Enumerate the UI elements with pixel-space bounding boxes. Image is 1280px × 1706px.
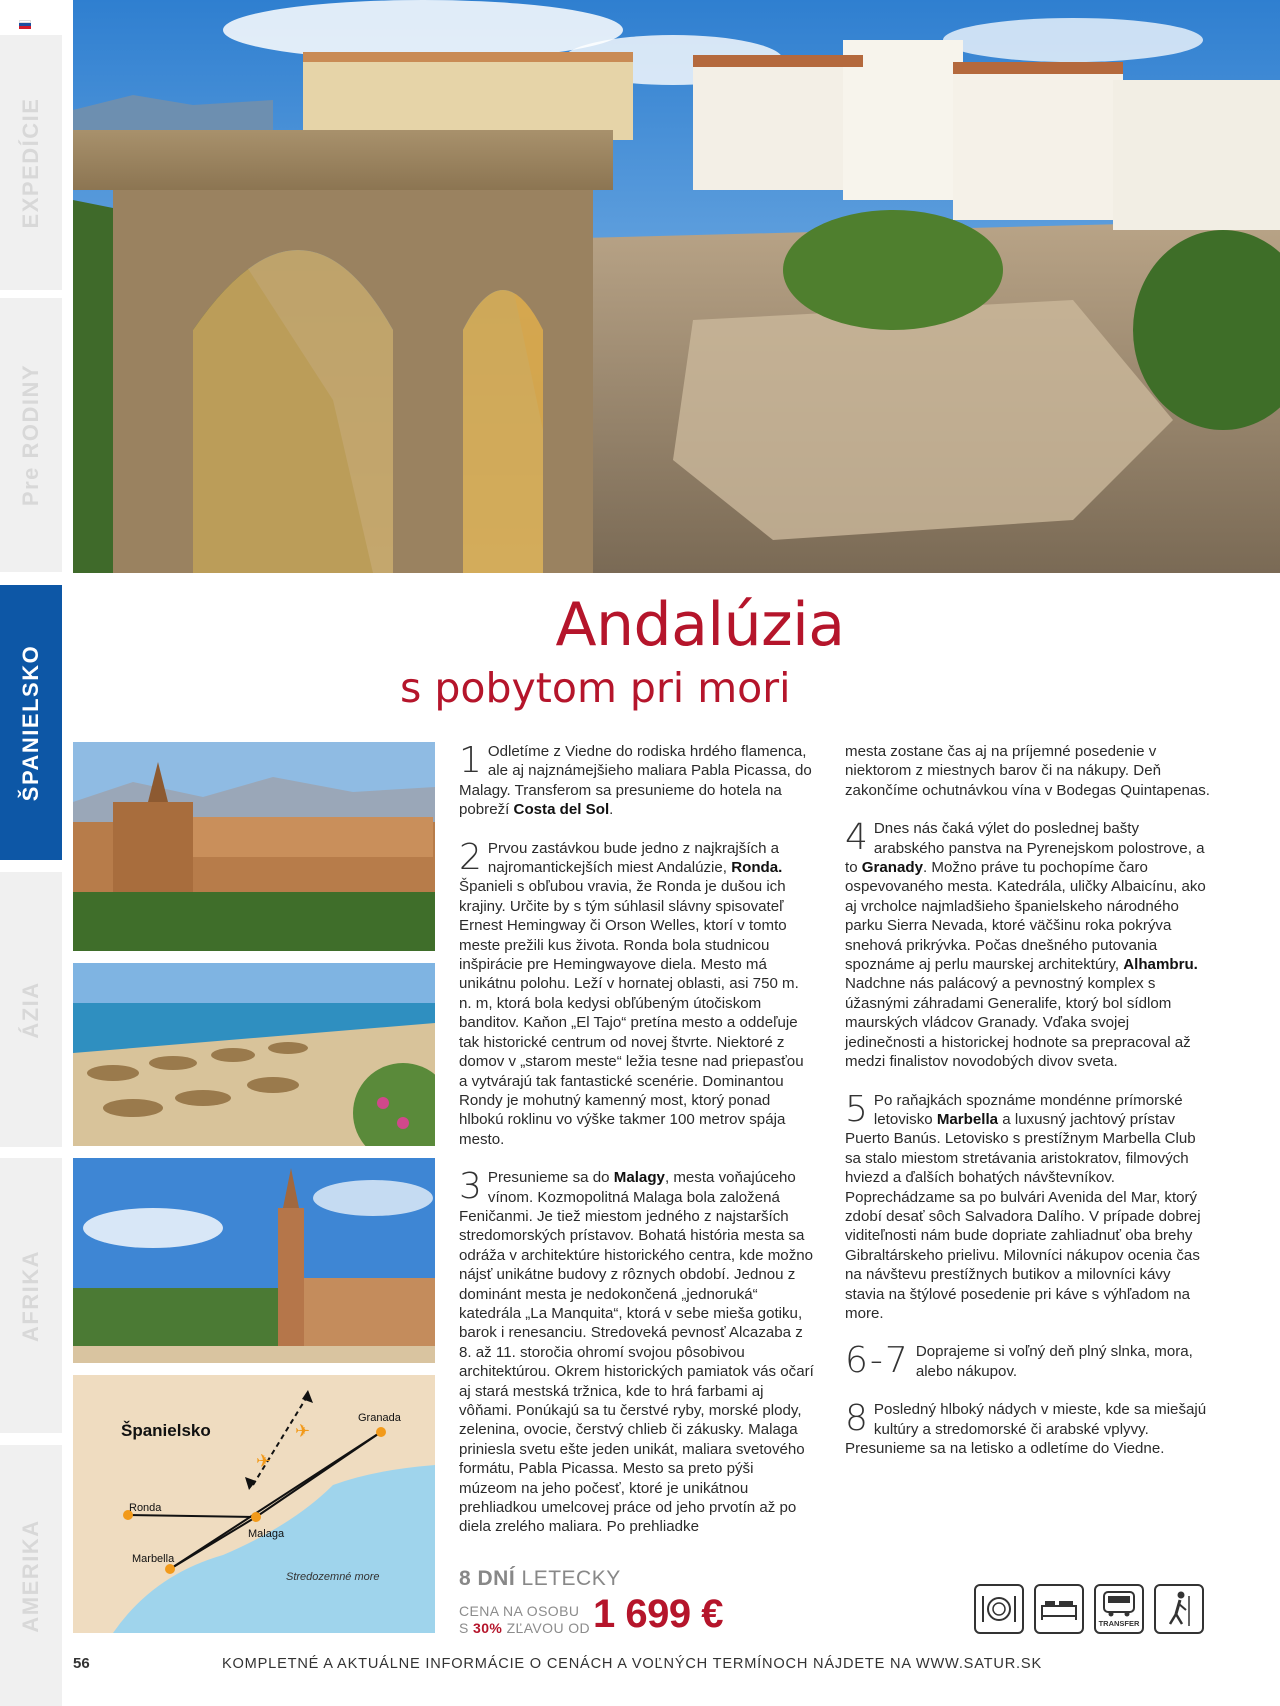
meal-icon xyxy=(974,1584,1024,1634)
itinerary-day xyxy=(459,742,814,820)
tab-label: AFRIKA xyxy=(18,1249,43,1342)
svg-text:✈: ✈ xyxy=(256,1451,272,1472)
package-duration xyxy=(459,1567,621,1591)
map-city-granada: Granada xyxy=(358,1412,401,1424)
footer-info: KOMPLETNÉ A AKTUÁLNE INFORMÁCIE O CENÁCH A VOĽNÝCH TERMÍNOCH NÁJDETE NA WWW.SATUR.SK xyxy=(222,1656,1042,1672)
highlight-place: Alhambru. xyxy=(1123,956,1198,974)
tab-azia[interactable] xyxy=(0,872,62,1147)
day-text: Po raňajkách spoznáme mondénne prímorské letovisko xyxy=(873,1091,1183,1128)
itinerary-day xyxy=(459,836,814,1150)
day-text: Prvou zastávkou bude jedno z najkrajších a najromantickejších miest Andalúzie, xyxy=(487,839,780,877)
package-transport: LETECKY xyxy=(521,1567,621,1590)
day-text: Doprajeme si voľný deň plný slnka, mora, alebo nákupov. xyxy=(915,1343,1193,1380)
tab-label: EXPEDÍCIE xyxy=(18,97,43,228)
day-number: 8 xyxy=(845,1398,868,1440)
tab-label: ÁZIA xyxy=(18,980,43,1039)
page-title: Andalúzia xyxy=(555,590,845,660)
itinerary-day xyxy=(845,819,1210,1071)
page-subtitle: s pobytom pri mori xyxy=(400,664,791,712)
tab-spanielsko[interactable] xyxy=(0,585,62,860)
day-text: . xyxy=(609,801,614,819)
day-number: 5 xyxy=(845,1088,868,1130)
flag-icon xyxy=(19,20,31,29)
day-text: mesta zostane čas aj na príjemné posedenie v niektorom z miestnych barov či na nákupy. Deň zakončíme ochutnávkou vína v Bodegas Quintapenas. xyxy=(845,743,1210,799)
photo-beach xyxy=(73,963,435,1146)
price-discount: 30% xyxy=(473,1620,503,1636)
transfer-label: TRANSFER xyxy=(1098,1619,1140,1628)
map-city-marbella: Marbella xyxy=(132,1553,175,1565)
tab-expedicie[interactable] xyxy=(0,35,62,290)
itinerary-day xyxy=(845,742,1210,800)
hero-photo-ronda-bridge xyxy=(73,0,1280,573)
route-map xyxy=(73,1375,435,1633)
tab-pre-rodiny[interactable] xyxy=(0,298,62,572)
package-days: 8 DNÍ xyxy=(459,1567,516,1590)
map-sea-label: Stredozemné more xyxy=(286,1571,380,1583)
itinerary-day xyxy=(845,1400,1210,1458)
tab-amerika[interactable] xyxy=(0,1445,62,1706)
itinerary-day xyxy=(845,1088,1210,1324)
day-text: Španieli s obľubou vravia, že Ronda je dušou ich krajiny. Určite by s tým súhlasil slávny spisovateľ Ernest Hemingway či Orson Welles, ktorí v tomto meste prežili kus života. Ronda bola studnicou inšpirácie pre Hemingwayove diela. Mesto má unikátnu polohu. Leží v hornatej oblasti, asi 750 m. n. m, ktorá bola kedysi obľúbeným útočiskom banditov. Kaňon „El Tajo“ pretína mesto a oddeľuje tak historické centrum od novej štvrte. Niektoré z domov v „starom meste“ ležia tesne nad priepasťou a vytvárajú tak fantastické scenérie. Dominantou Rondy je mohutný kamenný most, ktorý ponad hlbokú roklinu vo výške takmer 100 metrov spája mesto. xyxy=(459,878,804,1148)
day-text: , mesta voňajúceho vínom. Kozmopolitná Malaga bola založená Feničanmi. Je tiež miestom jedného z najstarších stredomorských prístavov. Bohatá história mesta sa odráža v architektúre historického centra, kde možno nájsť unikátne budovy z rôznych období. Jednou z dominánt mesta je nedokončená „jednoruká“ katedrála „La Manquita“, ktorá v sebe mieša gotiku, barok i renesanciu. Stredoveká pevnosť Alcazaba z 8. až 11. storočia ohromí svojou pôsobivou architektúrou. Okrem historických pamiatok vás očarí aj stará mestská tržnica, kde to hrá farbami aj vôňami. Ponúkajú sa tu čerstvé ryby, morské plody, zelenina, ovocie, čerstvý chlieb či zákusky. Malaga priniesla svetu ešte jeden unikát, maliara svetového formátu, Pabla Picassa. Mesto sa preto pýši múzeom na jeho počesť, ktoré je unikátnou prehliadkou umelcovej práce od jeho prvotín až po diela zrelého maliara. Po prehliadke xyxy=(459,1169,814,1536)
day-text: Posledný hlboký nádych v mieste, kde sa miešajú kultúry a stredomorské či arabské vplyvy. Presunieme sa na letisko a odletíme do Viedne. xyxy=(845,1401,1207,1457)
day-number: 1 xyxy=(459,740,482,781)
day-number: 3 xyxy=(459,1166,482,1208)
day-text: . Možno práve tu pochopíme čaro ospevovaného mesta. Katedrála, uličky Albaicínu, ako aj vrcholce najmladšieho španielskeho národného parku Sierra Nevada, ktoré väčšinu roka pokrýva snehová prikrývka. Počas dnešného putovania spoznáme aj perlu maurskej architektúry, xyxy=(845,859,1206,974)
svg-text:✈: ✈ xyxy=(295,1421,311,1442)
day-text: a luxusný jachtový prístav Puerto Banús. Letovisko s prestížnym Marbella Club sa stalo miestom stretávania aristokratov, filmových hviezd a ďalších bohatých návštevníkov. Poprechádzame sa po bulvári Avenida del Mar, ktorý zdobí desať sôch Salvadora Dalího. V prípade dobrej viditeľnosti nám bude dopriate zahliadnuť oba brehy Gibraltárskeho prielivu. Milovníci nákupov ocenia čas na návštevu prestížnych butikov a milovníci kávy stavia na štýlové posedenie pri káve s výhľadom na more. xyxy=(845,1110,1201,1322)
highlight-place: Granady xyxy=(861,859,924,877)
highlight-place: Ronda. xyxy=(731,859,783,877)
price-label xyxy=(459,1603,590,1637)
hiking-icon xyxy=(1154,1584,1204,1634)
transfer-bus-icon xyxy=(1094,1584,1144,1634)
day-number: 2 xyxy=(459,836,482,878)
day-text: Dnes nás čaká výlet do poslednej bašty arabského panstva na Pyrenejskom polostrove, a to xyxy=(845,820,1205,877)
map-city-ronda: Ronda xyxy=(129,1502,162,1514)
day-number: 4 xyxy=(845,817,868,859)
page-number: 56 xyxy=(73,1655,90,1672)
itinerary-column-2 xyxy=(845,742,1210,1477)
itinerary-day xyxy=(845,1342,1210,1381)
map-country-label: Španielsko xyxy=(121,1421,211,1440)
itinerary-day xyxy=(459,1168,814,1537)
day-text: Odletíme z Viedne do rodiska hrdého flamenca, ale aj najznámejšieho maliara Pabla Picassa, do Malagy. Transferom sa presunieme do hotela na pobreží xyxy=(459,743,812,819)
highlight-place: Malagy xyxy=(613,1169,665,1187)
day-number: 6-7 xyxy=(845,1340,910,1382)
tab-label: Pre RODINY xyxy=(18,363,43,507)
tab-label: AMERIKA xyxy=(18,1518,43,1633)
price-label-s: S xyxy=(459,1620,469,1636)
sidebar xyxy=(0,0,62,1706)
day-text: Presunieme sa do xyxy=(487,1169,614,1187)
itinerary-column-1 xyxy=(459,742,814,1556)
bed-icon xyxy=(1034,1584,1084,1634)
map-city-malaga: Malaga xyxy=(248,1528,285,1540)
tab-afrika[interactable] xyxy=(0,1158,62,1433)
day-text: Nadchne nás palácový a pevnostný komplex s úžasnými záhradami Generalife, ktorý bol sídlom maurských vládcov Granady. Vďaka svojej jedinečnosti a historickej hodnote sa prepracoval až medzi finalistov novodobých divov sveta. xyxy=(845,975,1191,1071)
highlight-place: Costa del Sol xyxy=(513,801,610,819)
photo-plaza-espana xyxy=(73,1158,435,1363)
tab-label: ŠPANIELSKO xyxy=(18,644,43,801)
highlight-place: Marbella xyxy=(936,1110,999,1128)
price-value: 1 699 € xyxy=(593,1592,723,1636)
photo-alhambra xyxy=(73,742,435,951)
price-label-rest: ZĽAVOU OD xyxy=(506,1620,591,1636)
price-label-line1: CENA NA OSOBU xyxy=(459,1603,580,1619)
